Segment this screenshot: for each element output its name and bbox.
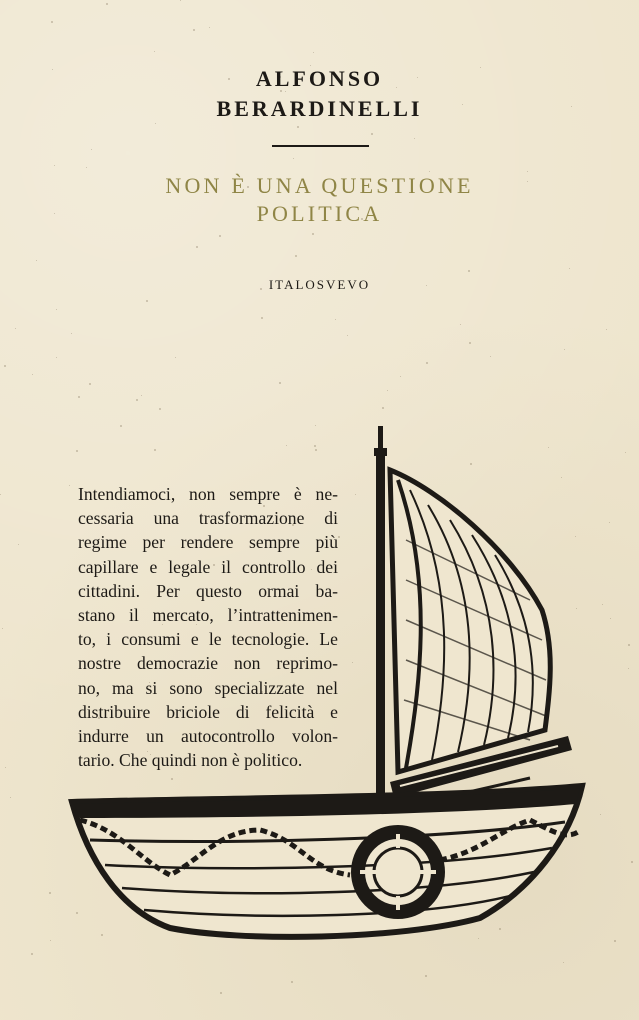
paper-speck	[347, 335, 348, 336]
paper-speck	[78, 396, 80, 398]
paper-speck	[146, 300, 148, 302]
divider-rule	[272, 145, 369, 147]
paper-speck	[136, 399, 138, 401]
paper-speck	[600, 814, 601, 815]
paper-speck	[261, 317, 263, 319]
paper-speck	[209, 27, 210, 28]
paper-speck	[312, 233, 314, 235]
paper-speck	[291, 981, 293, 983]
book-title-line-1: NON È UNA QUESTIONE	[165, 173, 474, 198]
paper-speck	[220, 992, 222, 994]
paper-speck	[563, 962, 564, 963]
paper-speck	[387, 390, 388, 391]
blurb-line: tario. Che quindi non è politico.	[78, 750, 303, 771]
author-first-name: ALFONSO	[255, 66, 384, 91]
back-cover-blurb	[78, 482, 338, 772]
blurb-line: nostre democrazie non reprimo-	[78, 653, 338, 674]
publisher-name: ITALOSVEVO	[268, 277, 371, 292]
paper-speck	[180, 0, 181, 1]
paper-speck	[425, 975, 427, 977]
paper-speck	[106, 3, 108, 5]
paper-speck	[625, 452, 626, 453]
blurb-line: cessaria una trasformazione di	[78, 508, 338, 529]
author-last-name: BERARDINELLI	[216, 96, 423, 121]
blurb-line: to, i consumi e le tecnologie. Le	[78, 629, 338, 650]
paper-speck	[0, 494, 1, 495]
paper-speck	[51, 21, 53, 23]
paper-speck	[18, 544, 19, 545]
paper-speck	[56, 357, 57, 358]
paper-speck	[32, 374, 33, 375]
mast	[374, 426, 387, 830]
paper-speck	[297, 126, 299, 128]
paper-speck	[426, 362, 428, 364]
paper-speck	[335, 319, 336, 320]
paper-speck	[31, 953, 33, 955]
paper-speck	[56, 309, 57, 310]
paper-speck	[71, 333, 72, 334]
blurb-line: Intendiamoci, non sempre è ne-	[78, 484, 338, 504]
paper-speck	[141, 395, 142, 396]
paper-speck	[196, 246, 198, 248]
hull	[72, 786, 582, 937]
blurb-line: indurre un autocontrollo volon-	[78, 726, 338, 747]
book-title-line-2: POLITICA	[256, 201, 383, 226]
blurb-line: no, ma si sono specializzate nel	[78, 677, 338, 698]
paper-speck	[293, 158, 294, 159]
blurb-line: cittadini. Per questo ormai ba-	[78, 580, 338, 601]
paper-speck	[382, 407, 384, 409]
paper-speck	[279, 382, 281, 384]
paper-speck	[4, 365, 6, 367]
paper-speck	[606, 329, 607, 330]
paper-speck	[10, 797, 11, 798]
paper-speck	[36, 260, 37, 261]
blurb-line: capillare e legale il controllo dei	[78, 556, 338, 577]
paper-speck	[193, 29, 195, 31]
paper-speck	[49, 892, 51, 894]
paper-speck	[295, 255, 297, 257]
paper-speck	[86, 167, 87, 168]
paper-speck	[460, 324, 461, 325]
paper-speck	[54, 165, 55, 166]
paper-speck	[400, 376, 401, 377]
paper-speck	[614, 940, 616, 942]
blurb-line: distribuire briciole di felicità e	[78, 701, 338, 722]
paper-speck	[609, 522, 610, 523]
paper-speck	[219, 235, 221, 237]
paper-speck	[631, 861, 633, 863]
paper-speck	[2, 628, 3, 629]
blurb-line: regime per rendere sempre più	[78, 532, 338, 553]
blurb-line: stano il mercato, l’intrattenimen-	[78, 605, 338, 626]
paper-speck	[175, 357, 176, 358]
paper-speck	[628, 668, 629, 669]
paper-speck	[91, 149, 92, 150]
paper-speck	[313, 52, 314, 53]
paper-speck	[5, 767, 6, 768]
paper-speck	[469, 342, 471, 344]
paper-speck	[610, 618, 611, 619]
paper-speck	[468, 270, 470, 272]
paper-speck	[89, 383, 91, 385]
paper-speck	[602, 604, 603, 605]
sail	[390, 470, 550, 772]
paper-speck	[490, 356, 491, 357]
paper-speck	[371, 133, 373, 135]
paper-speck	[154, 51, 155, 52]
paper-speck	[628, 644, 630, 646]
paper-speck	[15, 328, 16, 329]
paper-speck	[159, 408, 161, 410]
paper-speck	[569, 268, 570, 269]
paper-speck	[414, 138, 415, 139]
paper-speck	[50, 940, 51, 941]
paper-speck	[564, 349, 565, 350]
